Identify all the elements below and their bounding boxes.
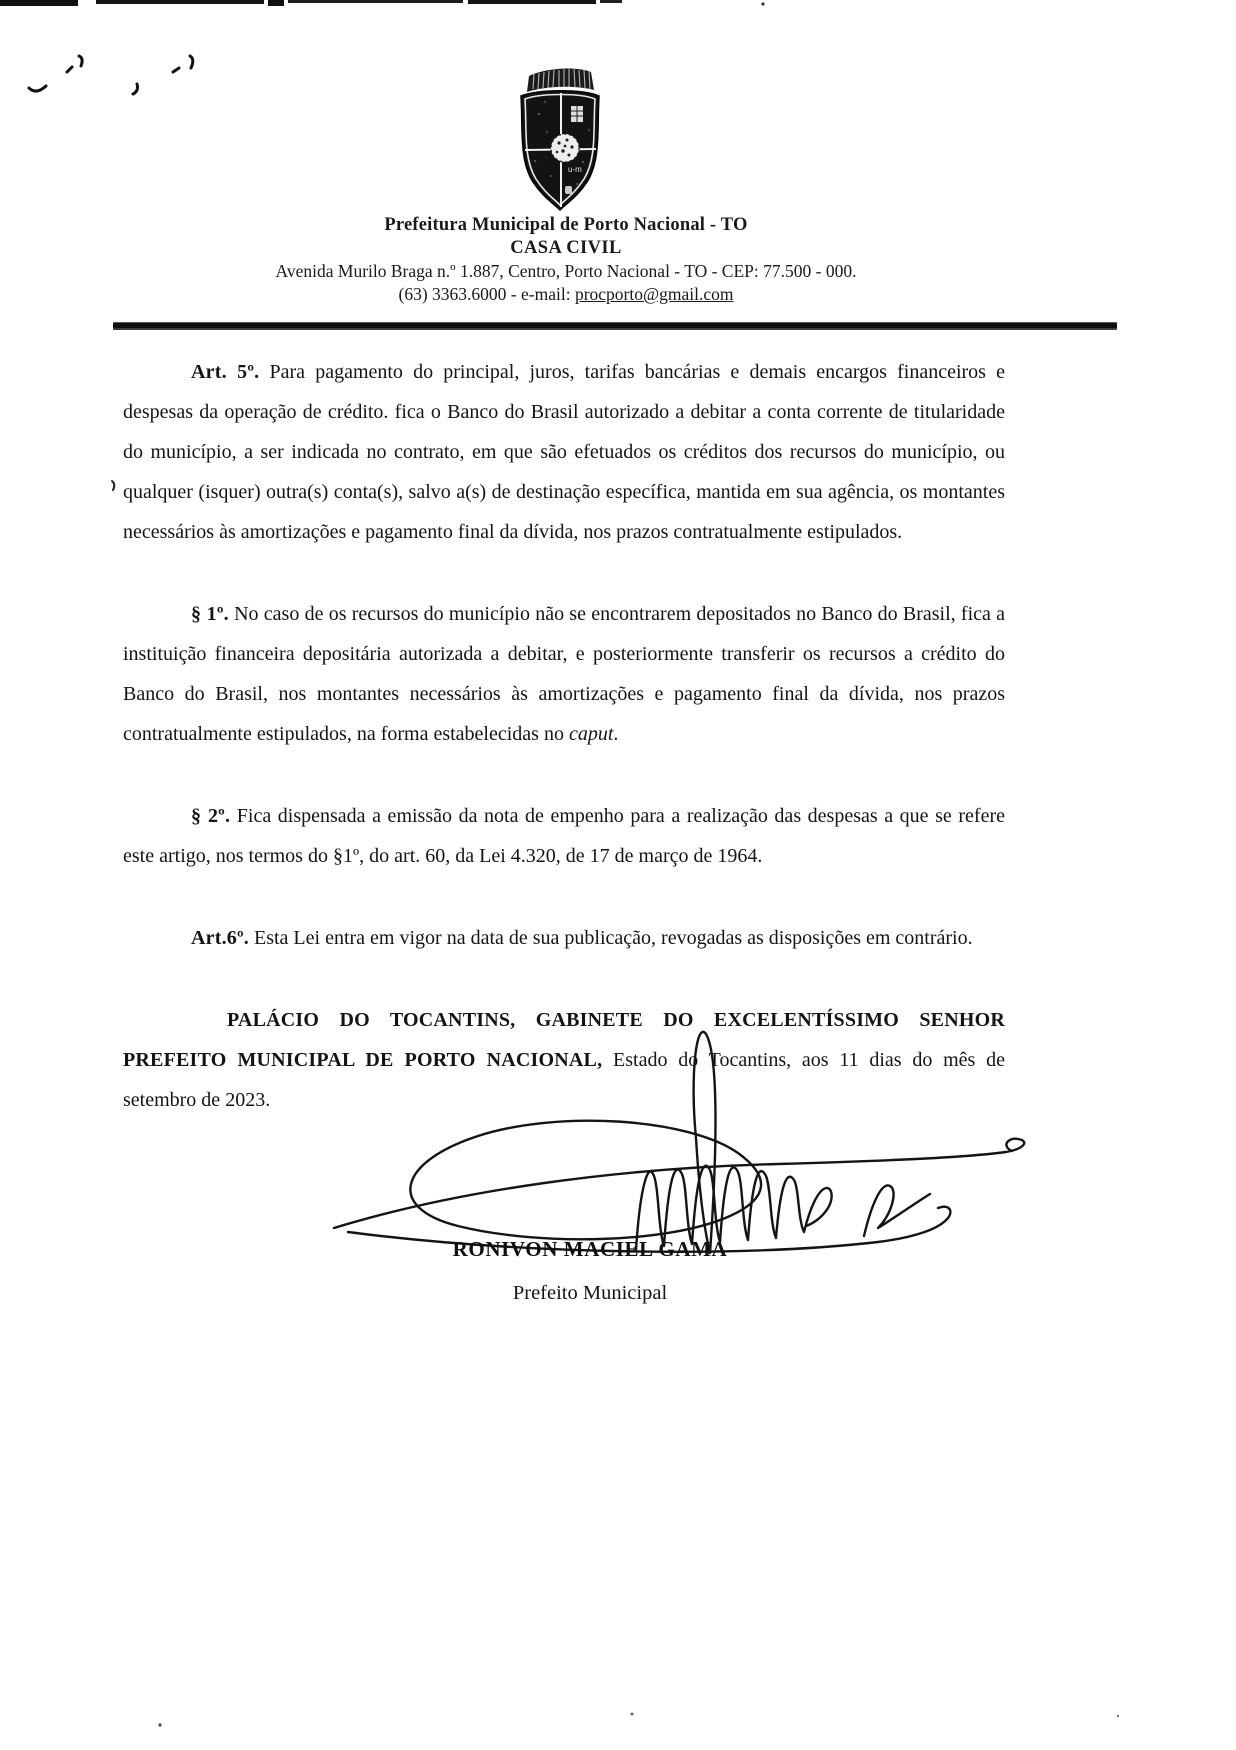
par1-caput: caput [568,723,614,745]
art5-text: Para pagamento do principal, juros, tarifas bancárias e demais encargos financeiros e despesas da operação de crédito. fica o Banco do Brasil autorizado a debitar a conta corrente de titularidade do município, a ser indicada no contrato, em que são efetuados os créditos dos recursos do município, ou qualquer (isquer) outra(s) conta(s), salvo a(s) de destinação específica, mantida em sua agência, os montantes necessários às amortizações e pagamento final da dívida, nos prazos contratualmente estipulados. [123,361,1005,543]
phone-number: (63) 3363.6000 - e-mail: [398,284,575,304]
par1-text: No caso de os recursos do município não se encontrarem depositados no Banco do Brasil, fica a instituição financeira depositária autorizada a debitar, e posteriormente transferir os recursos a crédito do Banco do Brasil, nos montantes necessários às amortizações e pagamento final da dívida, nos prazos contratualmente estipulados, na forma estabelecidas no [123,603,1006,745]
par1-tail: . [613,723,619,745]
org-contact [0,283,1132,306]
header-divider-rule [113,322,1117,330]
palacio-bold: PALÁCIO DO TOCANTINS, GABINETE DO EXCELENTÍSSIMO SENHOR PREFEITO MUNICIPAL DE PORTO NACIONAL, [123,1009,1005,1071]
paragraph-1 [123,594,1005,754]
org-address: Avenida Murilo Braga n.º 1.887, Centro, Porto Nacional - TO - CEP: 77.500 - 000. [275,261,857,281]
par1-label: § 1º. [191,603,229,625]
paragraph-art6 [123,918,1005,958]
par2-text: Fica dispensada a emissão da nota de empenho para a realização das despesas a que se refere este artigo, nos termos do §1º, do art. 60, da Lei 4.320, de 17 de março de 1964. [123,805,1005,867]
paragraph-2 [123,796,1005,876]
scan-artifact-top-line [0,0,1236,12]
signatory-title: Prefeito Municipal [512,1282,668,1304]
dept-name: CASA CIVIL [510,238,622,258]
art5-label: Art. 5º. [191,361,260,383]
svg-text:u-m: u-m [568,165,582,174]
art6-label: Art.6º. [191,927,249,949]
org-name: Prefeitura Municipal de Porto Nacional - TO [384,215,748,235]
coat-of-arms-icon [505,66,615,212]
signature-scrawl-icon [318,1018,1038,1263]
scan-artifact-margin-mark [108,478,120,494]
email-address: procporto@gmail.com [574,284,734,304]
letterhead [0,213,1132,306]
art6-text: Esta Lei entra em vigor na data de sua publicação, revogadas as disposições em contrário. [248,927,973,949]
paragraph-art5 [123,352,1005,552]
signatory-name: RONIVON MACIEL GAMA [452,1237,728,1261]
scan-artifact-ink-marks [15,40,275,110]
par2-label: § 2º. [191,805,231,827]
palacio-text: Estado do Tocantins, aos 11 dias do mês de setembro de 2023. [123,1049,1005,1111]
scan-artifact-bottom-specks [0,1690,1236,1750]
